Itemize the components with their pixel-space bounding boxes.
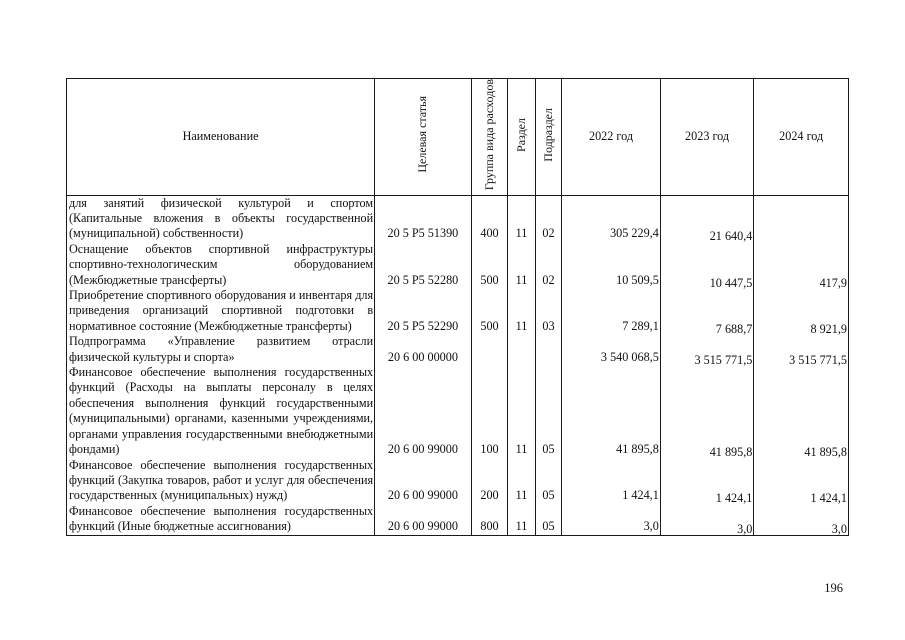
table-row [67,334,849,365]
row-target-code: 20 5 Р5 52280 [375,242,472,288]
row-section: 11 [508,504,535,535]
header-2022: 2022 год [562,79,661,196]
table-row [67,504,849,535]
row-expense-group: 200 [471,458,508,504]
row-section [508,334,535,365]
row-section: 11 [508,365,535,457]
row-target-code: 20 5 Р5 51390 [375,195,472,242]
row-expense-group [471,334,508,365]
row-name: Подпрограмма «Управление развитием отрасли физической культуры и спорта» [67,334,375,365]
row-section: 11 [508,195,535,242]
row-value-2022: 305 229,4 [562,195,661,242]
row-value-2024 [754,195,849,242]
row-name: Финансовое обеспечение выполнения государственных функций (Иные бюджетные ассигнования) [67,504,375,535]
row-value-2022: 3 540 068,5 [562,334,661,365]
row-value-2023: 3,0 [660,504,754,535]
row-value-2023: 21 640,4 [660,195,754,242]
row-expense-group: 500 [471,288,508,334]
row-value-2023: 7 688,7 [660,288,754,334]
header-name: Наименование [67,79,375,196]
row-target-code: 20 6 00 99000 [375,365,472,457]
table-row [67,365,849,457]
row-subsection [535,334,561,365]
row-value-2024: 8 921,9 [754,288,849,334]
row-expense-group: 400 [471,195,508,242]
table-row [67,288,849,334]
row-section: 11 [508,458,535,504]
header-target: Целевая статья [375,79,472,196]
row-name: Финансовое обеспечение выполнения государственных функций (Расходы на выплаты персоналу в целях обеспечения выполнения функций государственными (муниципальными) органами, казенными учреждениями, органами управления государственными внебюджетными фондами) [67,365,375,457]
header-2024: 2024 год [754,79,849,196]
row-target-code: 20 6 00 00000 [375,334,472,365]
table-header-row [67,79,849,196]
row-target-code: 20 6 00 99000 [375,504,472,535]
row-subsection: 03 [535,288,561,334]
row-expense-group: 500 [471,242,508,288]
row-section: 11 [508,242,535,288]
row-subsection: 05 [535,458,561,504]
row-subsection: 02 [535,242,561,288]
row-target-code: 20 6 00 99000 [375,458,472,504]
row-target-code: 20 5 Р5 52290 [375,288,472,334]
header-subsection: Подраздел [535,79,561,196]
row-name: Оснащение объектов спортивной инфраструктуры спортивно-технологическим оборудованием (Межбюджетные трансферты) [67,242,375,288]
row-value-2023: 3 515 771,5 [660,334,754,365]
row-name: Приобретение спортивного оборудования и инвентаря для приведения организаций спортивной подготовки в нормативное состояние (Межбюджетные трансферты) [67,288,375,334]
row-value-2022: 41 895,8 [562,365,661,457]
row-value-2022: 1 424,1 [562,458,661,504]
page-number: 196 [824,581,843,595]
row-subsection: 05 [535,365,561,457]
row-value-2022: 3,0 [562,504,661,535]
header-section: Раздел [508,79,535,196]
row-expense-group: 800 [471,504,508,535]
header-expense-group: Группа вида расходов [471,79,508,196]
row-section: 11 [508,288,535,334]
row-value-2022: 10 509,5 [562,242,661,288]
row-subsection: 02 [535,195,561,242]
table-row [67,242,849,288]
row-subsection: 05 [535,504,561,535]
row-name: для занятий физической культурой и спортом (Капитальные вложения в объекты государственной (муниципальной) собственности) [67,195,375,242]
row-name: Финансовое обеспечение выполнения государственных функций (Закупка товаров, работ и услуг для обеспечения государственных (муниципальных) нужд) [67,458,375,504]
budget-table [66,78,849,536]
table-row [67,195,849,242]
row-value-2024: 41 895,8 [754,365,849,457]
row-value-2023: 1 424,1 [660,458,754,504]
row-value-2024: 3,0 [754,504,849,535]
row-value-2024: 3 515 771,5 [754,334,849,365]
row-value-2023: 10 447,5 [660,242,754,288]
row-value-2023: 41 895,8 [660,365,754,457]
row-expense-group: 100 [471,365,508,457]
table-row [67,458,849,504]
row-value-2024: 417,9 [754,242,849,288]
row-value-2024: 1 424,1 [754,458,849,504]
header-2023: 2023 год [660,79,754,196]
row-value-2022: 7 289,1 [562,288,661,334]
